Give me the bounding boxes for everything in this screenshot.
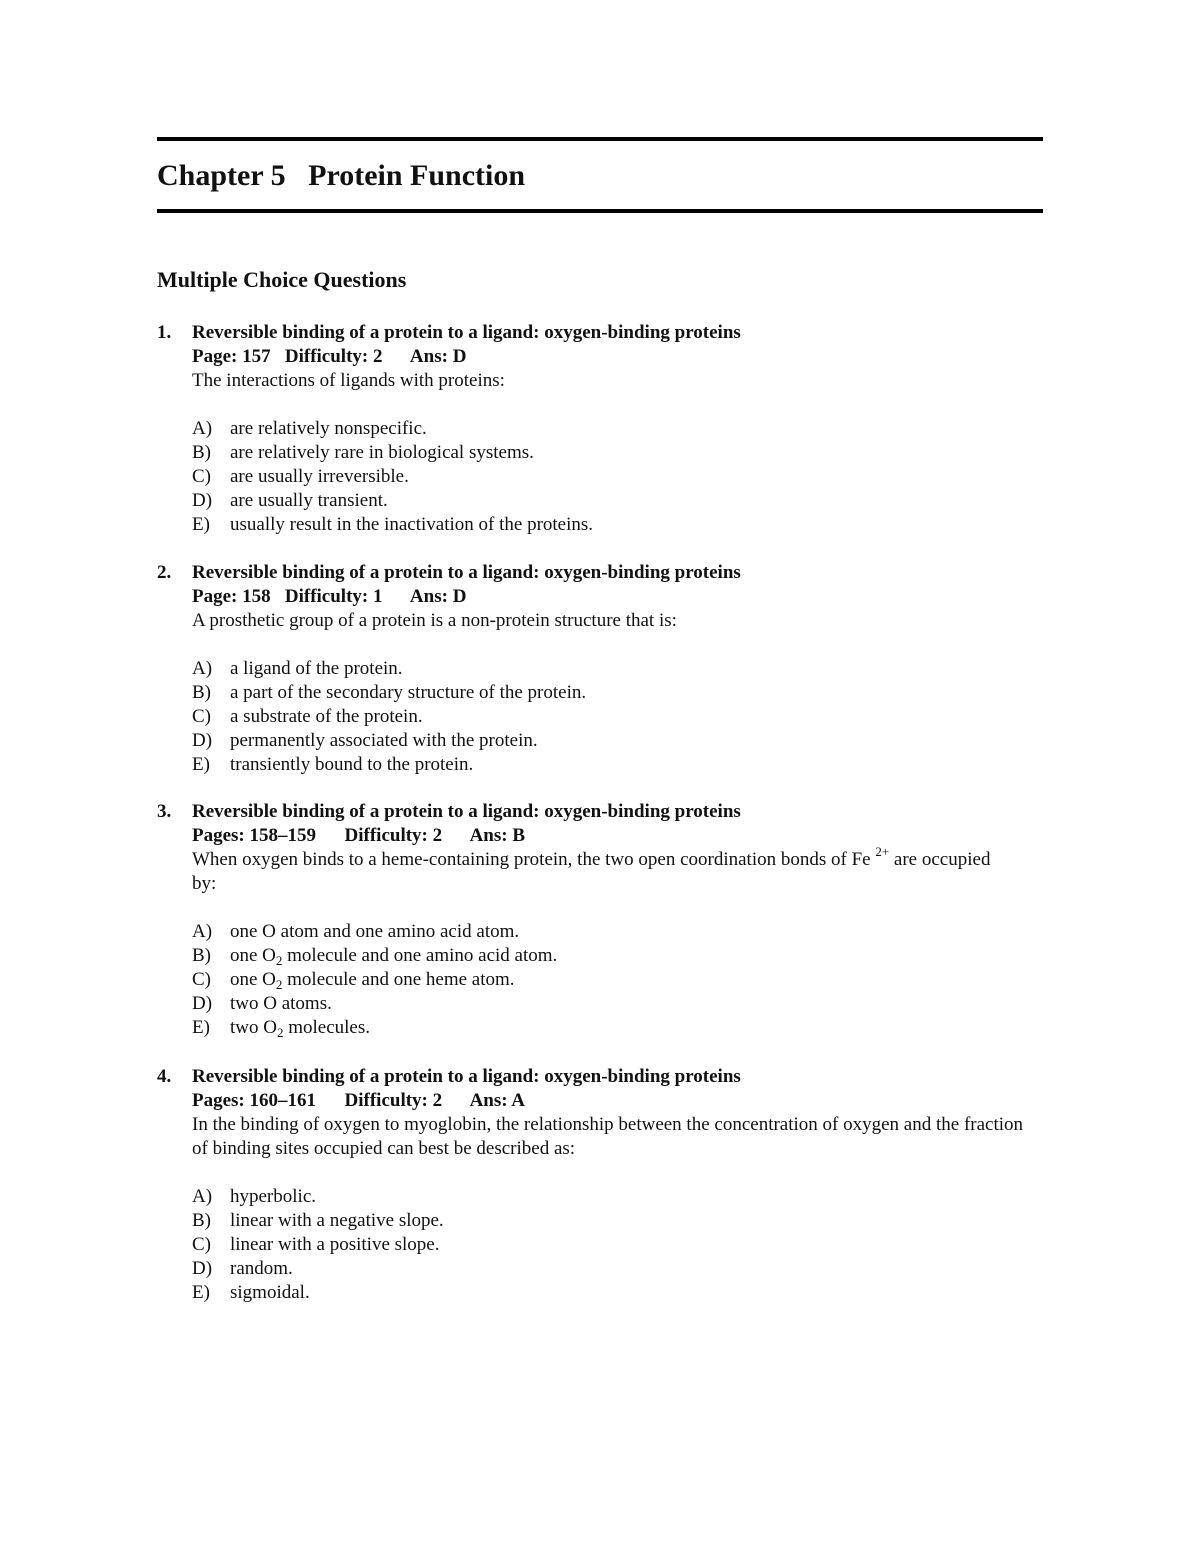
question-topic: Reversible binding of a protein to a ligand: oxygen-binding proteins bbox=[192, 801, 741, 822]
option-a: A) hyperbolic. bbox=[192, 1186, 317, 1207]
question-2 bbox=[157, 561, 1057, 777]
question-header bbox=[157, 1065, 1057, 1089]
option-e: E) usually result in the inactivation of the proteins. bbox=[192, 514, 594, 535]
question-number: 1. bbox=[157, 322, 172, 343]
question-stem: When oxygen binds to a heme-containing protein, the two open coordination bonds of Fe $^{2+}$ are occupied by: bbox=[192, 844, 991, 894]
option-b: B) linear with a negative slope. bbox=[192, 1210, 444, 1231]
question-4 bbox=[157, 1065, 1057, 1305]
header-rule-top bbox=[157, 137, 1043, 141]
question-topic: Reversible binding of a protein to a ligand: oxygen-binding proteins bbox=[192, 562, 741, 583]
option-b: B) are relatively rare in biological systems. bbox=[192, 442, 534, 463]
option-e: E) sigmoidal. bbox=[192, 1282, 310, 1303]
question-stem: In the binding of oxygen to myoglobin, the relationship between the concentration of oxygen and the fraction of binding sites occupied can best be described as: bbox=[192, 1114, 1024, 1159]
question-topic: Reversible binding of a protein to a ligand: oxygen-binding proteins bbox=[192, 1066, 741, 1087]
answer-options bbox=[192, 920, 1057, 1040]
question-number: 4. bbox=[157, 1066, 172, 1087]
option-c: C) a substrate of the protein. bbox=[192, 706, 423, 727]
question-header bbox=[157, 561, 1057, 585]
question-stem: A prosthetic group of a protein is a non-protein structure that is: bbox=[192, 610, 677, 631]
header-rule-bottom bbox=[157, 209, 1043, 213]
option-c: C) linear with a positive slope. bbox=[192, 1234, 440, 1255]
option-e: E) transiently bound to the protein. bbox=[192, 754, 474, 775]
option-b: B) a part of the secondary structure of the protein. bbox=[192, 682, 587, 703]
question-meta: Page: 158 Difficulty: 1 Ans: D bbox=[192, 586, 467, 607]
question-meta: Page: 157 Difficulty: 2 Ans: D bbox=[192, 346, 467, 367]
answer-options bbox=[192, 1185, 1057, 1305]
question-meta: Pages: 158–159 Difficulty: 2 Ans: B bbox=[192, 825, 526, 846]
option-d: D) are usually transient. bbox=[192, 490, 388, 511]
question-1 bbox=[157, 321, 1057, 537]
option-a: A) a ligand of the protein. bbox=[192, 658, 403, 679]
answer-options bbox=[192, 657, 1057, 777]
answer-options bbox=[192, 417, 1057, 537]
option-c: C) one $O_2$ molecule and one heme atom. bbox=[192, 969, 515, 992]
option-c: C) are usually irreversible. bbox=[192, 466, 409, 487]
question-meta: Pages: 160–161 Difficulty: 2 Ans: A bbox=[192, 1090, 526, 1111]
option-e: E) two $O_2$ molecules. bbox=[192, 1017, 371, 1040]
option-a: A) are relatively nonspecific. bbox=[192, 418, 427, 439]
question-stem: The interactions of ligands with proteins: bbox=[192, 370, 505, 391]
option-b: B) one $O_2$ molecule and one amino acid atom. bbox=[192, 945, 558, 968]
question-header bbox=[157, 321, 1057, 345]
option-d: D) permanently associated with the protein. bbox=[192, 730, 538, 751]
question-number: 3. bbox=[157, 801, 172, 822]
chapter-title: Chapter 5 Protein Function bbox=[157, 159, 526, 192]
question-topic: Reversible binding of a protein to a ligand: oxygen-binding proteins bbox=[192, 322, 741, 343]
option-d: D) two O atoms. bbox=[192, 993, 332, 1014]
section-title: Multiple Choice Questions bbox=[157, 267, 407, 292]
question-3 bbox=[157, 800, 1057, 1040]
question-number: 2. bbox=[157, 562, 172, 583]
option-d: D) random. bbox=[192, 1258, 293, 1279]
option-a: A) one O atom and one amino acid atom. bbox=[192, 921, 520, 942]
question-header bbox=[157, 800, 1057, 824]
